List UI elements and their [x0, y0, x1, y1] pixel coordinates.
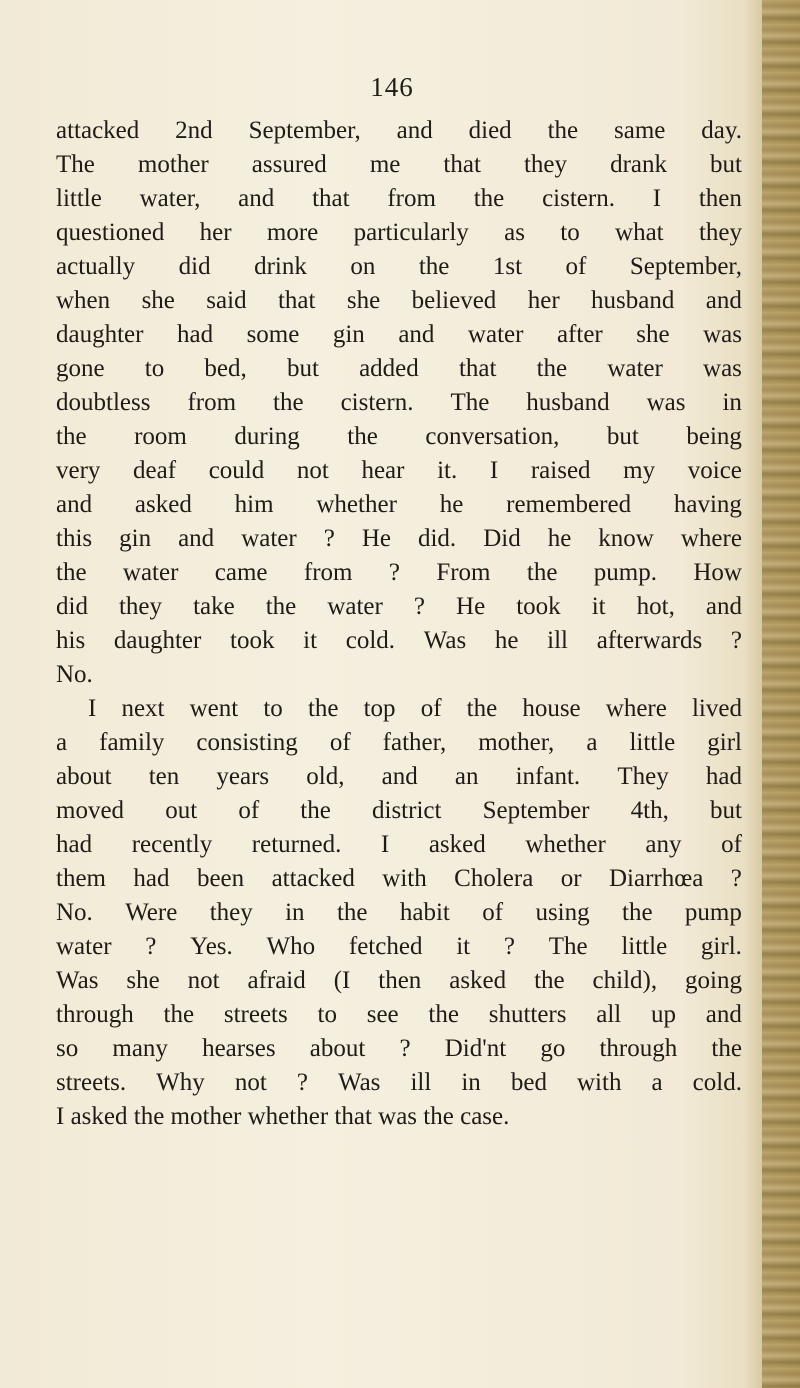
text-line: the room during the conversation, but being	[56, 423, 742, 450]
text-line: a family consisting of father, mother, a little girl	[56, 729, 742, 756]
text-line: about ten years old, and an infant. They had	[56, 763, 742, 790]
text-line: actually did drink on the 1st of September,	[56, 253, 742, 280]
text-line: questioned her more particularly as to what they	[56, 219, 742, 246]
body-text	[56, 114, 742, 1134]
text-line: gone to bed, but added that the water was	[56, 355, 742, 382]
text-line: when she said that she believed her husband and	[56, 287, 742, 314]
text-line: through the streets to see the shutters all up and	[56, 1001, 742, 1028]
text-line: No. Were they in the habit of using the pump	[56, 899, 742, 926]
text-line: them had been attacked with Cholera or Diarrhœa ?	[56, 865, 742, 892]
text-line: so many hearses about ? Did'nt go through the	[56, 1035, 742, 1062]
text-line: Was she not afraid (I then asked the child), going	[56, 967, 742, 994]
page-number: 146	[370, 72, 414, 102]
text-line: had recently returned. I asked whether any of	[56, 831, 742, 858]
text-line: this gin and water ? He did. Did he know where	[56, 525, 742, 552]
text-line: and asked him whether he remembered having	[56, 491, 742, 518]
text-line: daughter had some gin and water after she was	[56, 321, 742, 348]
text-line: the water came from ? From the pump. How	[56, 559, 742, 586]
text-line: I next went to the top of the house where lived	[88, 695, 742, 722]
page-edge	[762, 0, 800, 1388]
text-line: very deaf could not hear it. I raised my voice	[56, 457, 742, 484]
text-line: little water, and that from the cistern. I then	[56, 185, 742, 212]
text-line: moved out of the district September 4th, but	[56, 797, 742, 824]
text-line: water ? Yes. Who fetched it ? The little girl.	[56, 933, 742, 960]
text-line: his daughter took it cold. Was he ill afterwards ?	[56, 627, 742, 654]
text-line: doubtless from the cistern. The husband was in	[56, 389, 742, 416]
text-line: did they take the water ? He took it hot, and	[56, 593, 742, 620]
text-line: The mother assured me that they drank but	[56, 151, 742, 178]
text-line: streets. Why not ? Was ill in bed with a cold.	[56, 1069, 742, 1096]
text-line: I asked the mother whether that was the case.	[56, 1103, 510, 1130]
text-line: attacked 2nd September, and died the same day.	[56, 117, 742, 144]
text-line: No.	[56, 661, 93, 688]
